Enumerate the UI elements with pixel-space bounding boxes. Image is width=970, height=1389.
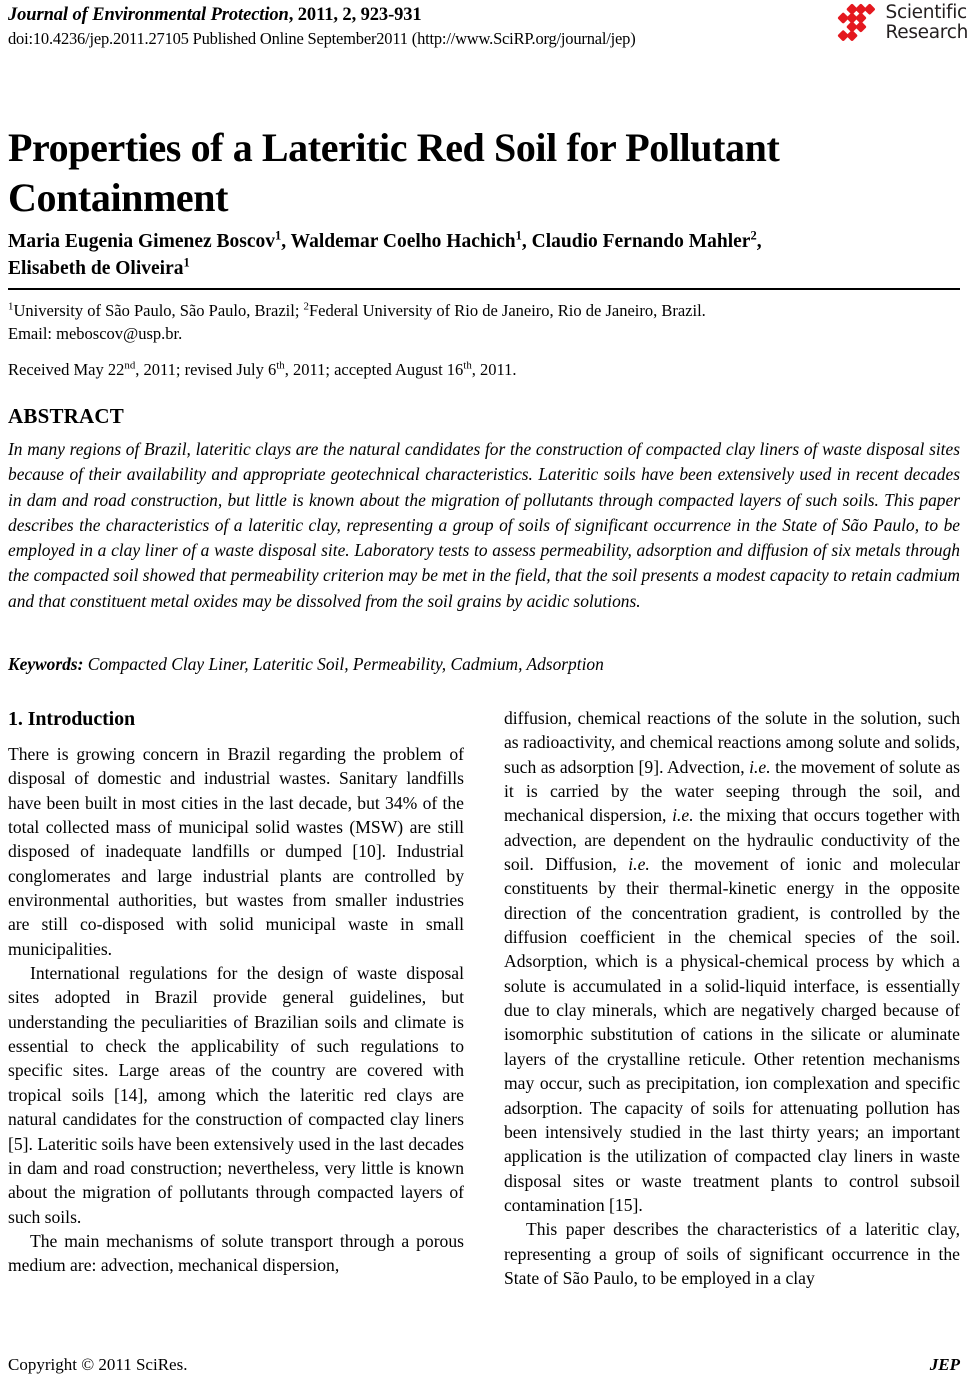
paragraph: International regulations for the design of waste disposal sites adopted in Brazil provide general guidelines, but understanding the peculiarities of Brazilian soils and climate is essential to check the applicability of such regulations to specific sites. Large areas of the country are covered with tropical soils [14], among which the lateritic red clays are natural candidates for the construction of compacted clay liners [5]. Lateritic soils have been extensively used in the last decades in dam and road construction; nevertheless, very little is known about the migration of pollutants through compacted layers of such soils. — [8, 963, 464, 1227]
contact-email: Email: meboscov@usp.br. — [8, 324, 183, 343]
accepted-ordinal: th — [463, 359, 472, 372]
abstract-heading: ABSTRACT — [8, 404, 124, 428]
publisher-logo — [837, 3, 968, 43]
column-right — [504, 706, 960, 1306]
scientific-research-diamond-icon — [837, 3, 881, 43]
affiliation-2: Federal University of Rio de Janeiro, Rio de Janeiro, Brazil. — [308, 301, 706, 320]
body-columns — [8, 706, 960, 1306]
journal-name: Journal of Environmental Protection — [8, 5, 289, 25]
section-heading-introduction: 1. Introduction — [8, 708, 136, 730]
affiliations-block — [8, 299, 960, 345]
affiliation-1: University of São Paulo, São Paulo, Brazil; — [13, 301, 304, 320]
keywords-block — [8, 652, 960, 677]
journal-volume-pages: , 2011, 2, 923-931 — [288, 5, 422, 25]
author-sep-2: , — [521, 231, 532, 252]
page-masthead — [8, 4, 962, 60]
accepted-label: , 2011; accepted August 16 — [284, 360, 464, 379]
doi-line: doi:10.4236/jep.2011.27105 Published Online September2011 (http://www.SciRP.org/journal/jep) — [8, 29, 636, 48]
author-4-affil-marker: 1 — [183, 255, 190, 270]
paragraph: The main mechanisms of solute transport through a porous medium are: advection, mechanical dispersion, — [8, 1230, 464, 1276]
publisher-name-line2: Research — [885, 22, 968, 43]
paragraph: This paper describes the characteristics of a lateritic clay, representing a group of soils of significant occurrence in the State of São Paulo, to be employed in a clay — [504, 1219, 960, 1288]
paper-title: Properties of a Lateritic Red Soil for Pollutant Containment — [8, 124, 780, 220]
affil-marker-1: 1 — [8, 300, 14, 313]
journal-citation-line — [8, 4, 962, 27]
revised-ordinal: th — [276, 359, 285, 372]
keywords-label: Keywords — [8, 654, 78, 674]
author-sep-1: , — [281, 231, 291, 252]
author-1: Maria Eugenia Gimenez Boscov — [8, 231, 276, 252]
page-footer — [8, 1355, 960, 1375]
author-4: Elisabeth de Oliveira — [8, 258, 184, 279]
author-3-affil-marker: 2 — [750, 228, 757, 243]
author-2: Waldemar Coelho Hachich — [290, 231, 516, 252]
copyright-notice: Copyright © 2011 SciRes. — [8, 1355, 188, 1374]
publisher-logo-text — [886, 3, 968, 43]
submission-dates — [8, 358, 960, 381]
header-divider-rule — [8, 288, 960, 290]
abstract-text: In many regions of Brazil, lateritic clays are the natural candidates for the construction of compacted clay liners of waste disposal sites because of their availability and appropriate geotechnical characteristics. Lateritic soils have been extensively used in recent decades in dam and road construction, but little is known about the migration of pollutants through compacted layers of such soils. This paper describes the characteristics of a lateritic clay, representing a group of soils of significant occurrence in the State of São Paulo, to be employed in a clay liner of a waste disposal site. Laboratory tests to assess permeability, adsorption and diffusion of six metals through the compacted soil showed that permeability criterion may be met in the field, that the soil presents a modest capacity to retain cadmium and that constituent metal oxides may be dissolved from the soil grains by acidic solutions. — [8, 439, 960, 611]
paragraph: There is growing concern in Brazil regarding the problem of disposal of domestic and industrial wastes. Sanitary landfills have been built in most cities in the last decade, but 34% of the total collected mass of municipal solid wastes (MSW) are still disposed of inadequate landfills or dumped [10]. Industrial conglomerates and large industrial plants are controlled by environmental authorities, but wastes from smaller industries are still co-disposed with solid municipal waste in small municipalities. — [8, 744, 464, 959]
affiliation-line — [8, 299, 960, 322]
author-sep-3: , — [756, 231, 762, 252]
revised-label: , 2011; revised July 6 — [135, 360, 277, 379]
author-list — [8, 228, 958, 282]
author-1-affil-marker: 1 — [275, 228, 282, 243]
keywords-colon: : — [77, 654, 88, 674]
author-3: Claudio Fernando Mahler — [531, 231, 751, 252]
journal-abbreviation: JEP — [929, 1355, 960, 1374]
paragraph: diffusion, chemical reactions of the solute in the solution, such as radioactivity, and chemical reactions among solute and solids, such as adsorption [9]. Advection, i.e. the movement of solute as it is carried by the water seeping through the soil, and mechanical dispersion, i.e. the mixing that occurs together with advection, are dependent on the hydraulic conductivity of the soil. Diffusion, i.e. the movement of ionic and molecular constituents by their thermal-kinetic energy in the opposite direction of the concentration gradient, is controlled by the diffusion coefficient in the chemical species of the soil. Adsorption, which is a physical-chemical process by which a solute is accumulated in a solid-liquid interface, is essentially due to clay minerals, which are negatively charged because of isomorphic substitution of cations in the silicate or aluminate layers of the crystalline reticule. Other retention mechanisms may occur, such as precipitation, ion complexation and specific adsorption. The capacity of soils for attenuating pollution has been intensively studied in the last thirty years; an important application is the utilization of compacted clay liners in waste disposal sites or waste treatment plants to control subsoil contamination [15]. — [504, 708, 960, 1215]
received-ordinal: nd — [124, 359, 136, 372]
publisher-name-line1: Scientific — [885, 2, 967, 23]
affil-marker-2: 2 — [303, 300, 309, 313]
keywords-list: Compacted Clay Liner, Lateritic Soil, Permeability, Cadmium, Adsorption — [87, 654, 604, 674]
accepted-year: , 2011. — [471, 360, 517, 379]
column-left — [8, 706, 464, 1306]
author-2-affil-marker: 1 — [515, 228, 522, 243]
received-label: Received May 22 — [8, 360, 125, 379]
